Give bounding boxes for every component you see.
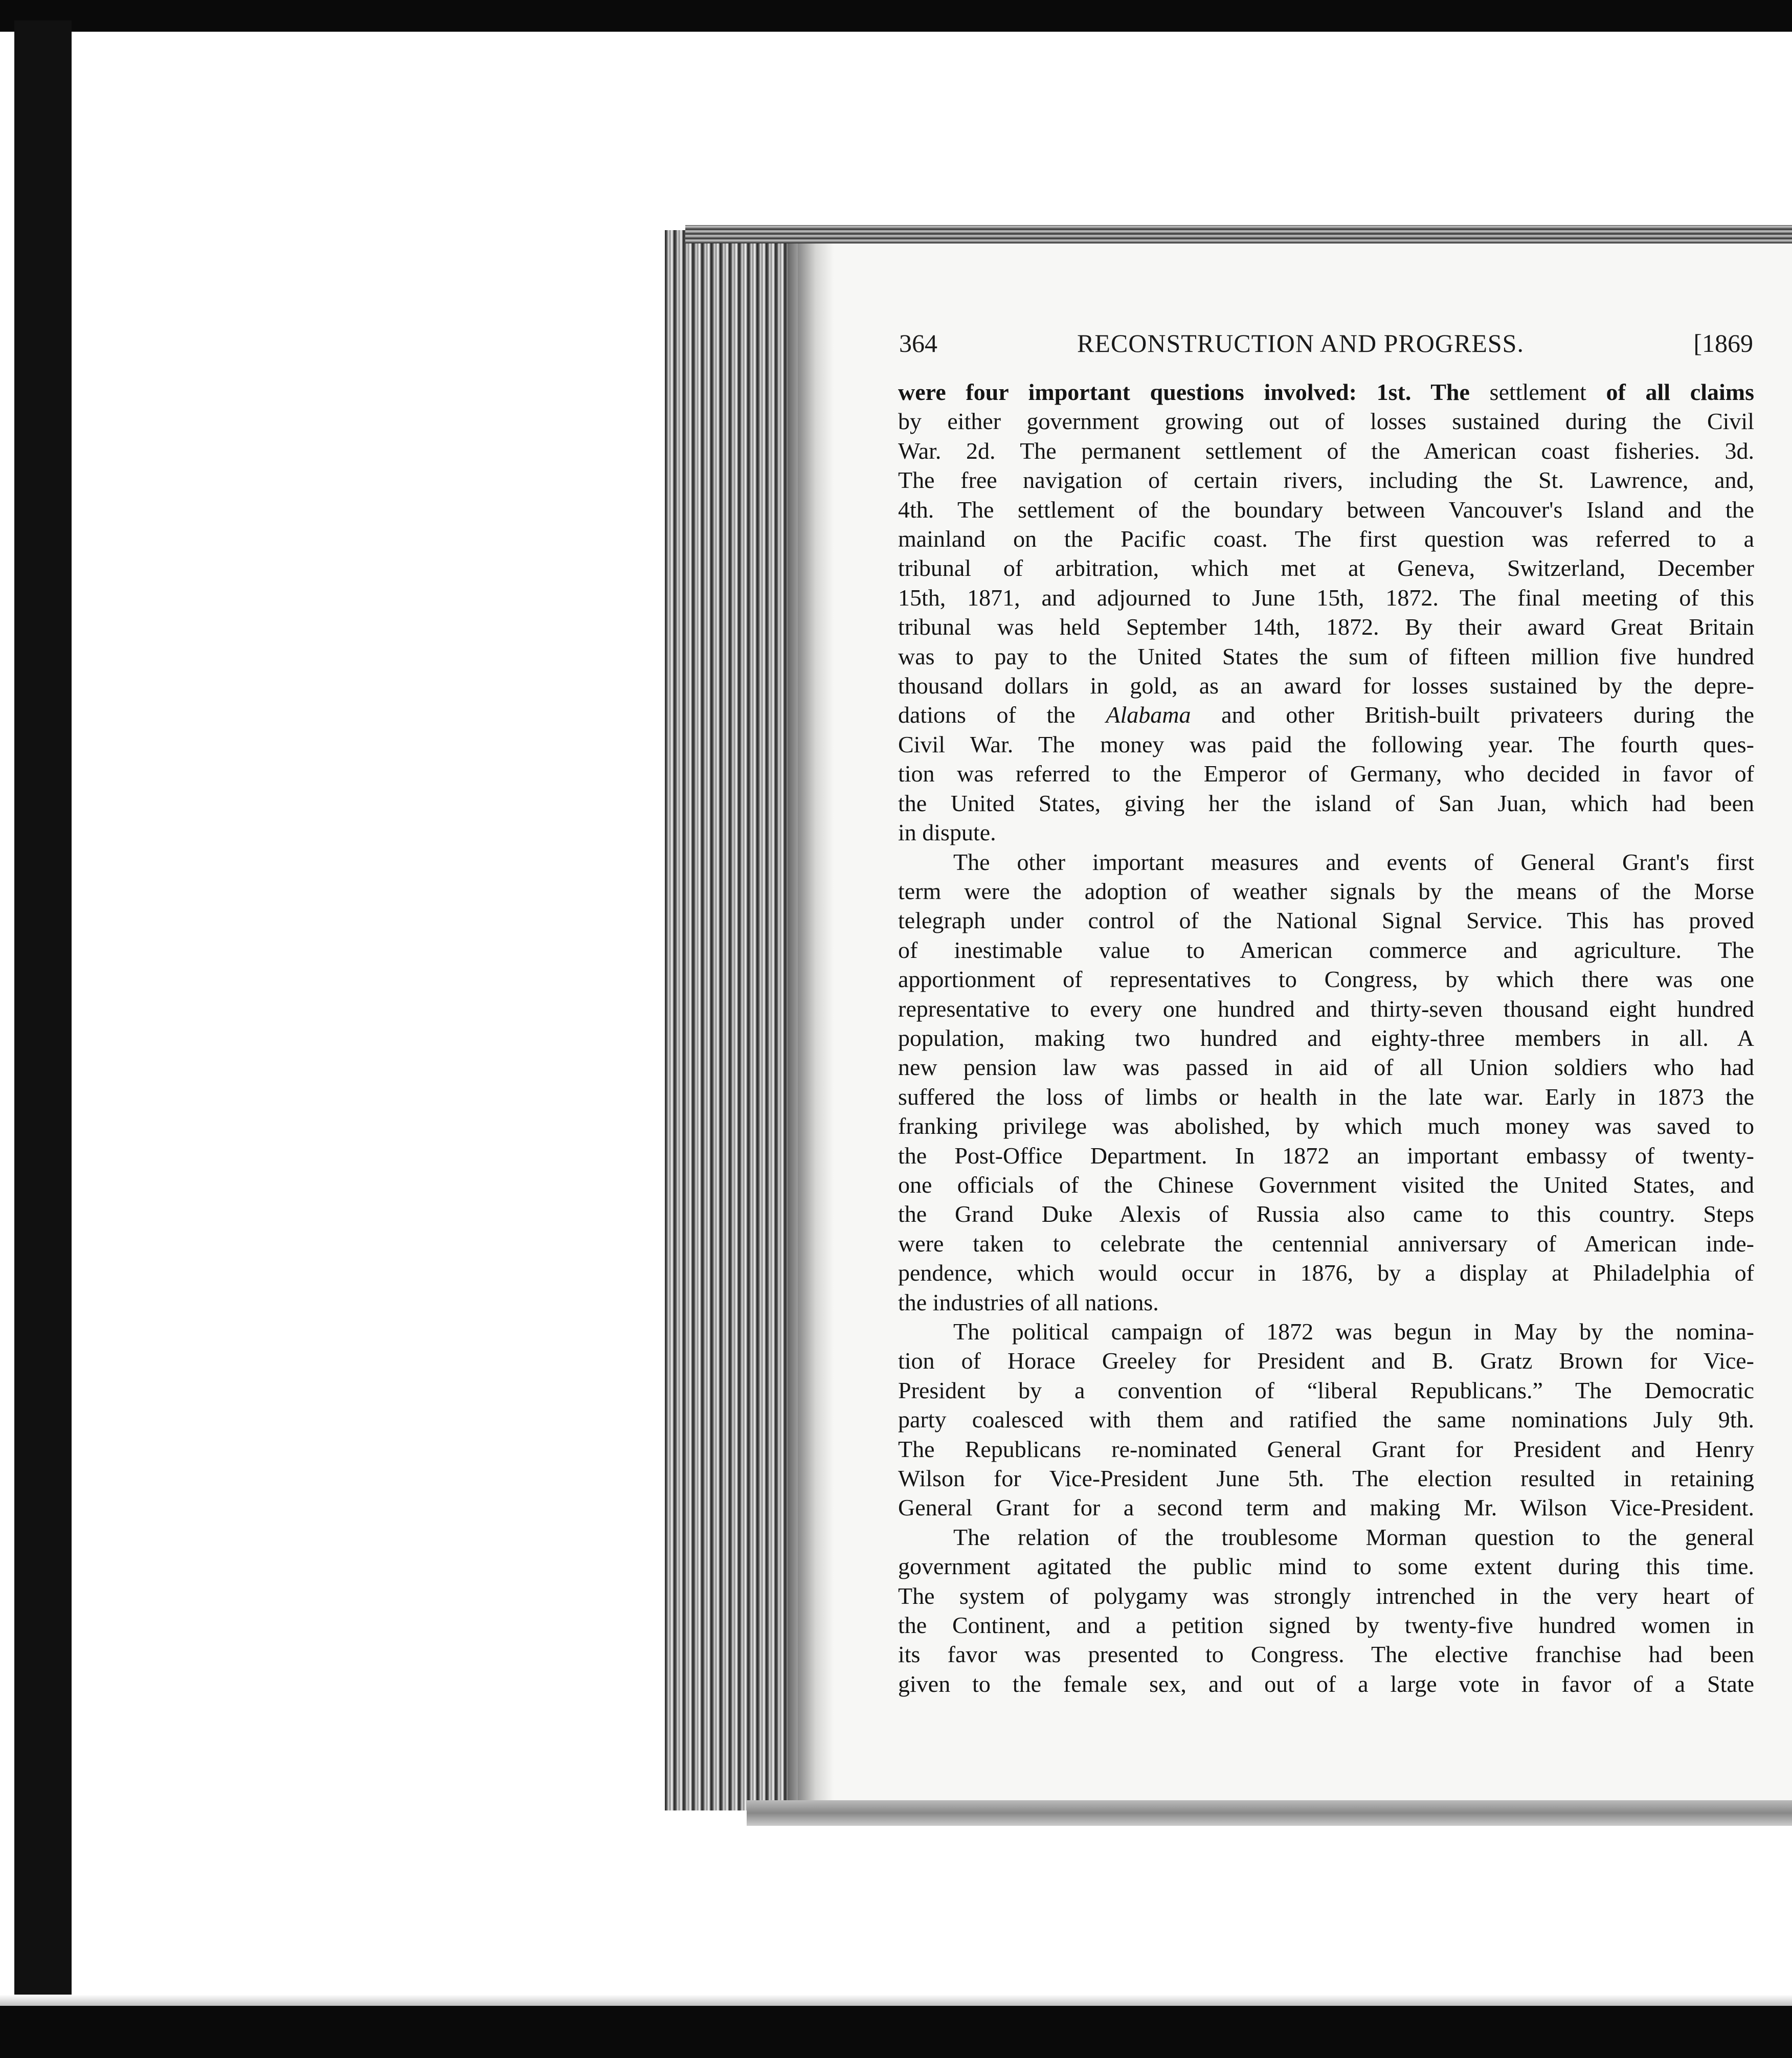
text-line: 15th, 1871, and adjourned to June 15th, 1872. The final meeting of this (898, 584, 1754, 611)
text-line: tion was referred to the Emperor of Germany, who decided in favor of (898, 760, 1754, 787)
text-line: the industries of all nations. (898, 1289, 1159, 1315)
text-line: party coalesced with them and ratified the same nominations July 9th. (898, 1406, 1754, 1433)
text-line: were four important questions involved: 1st. The settlement of all claims (898, 379, 1755, 405)
text-line: The other important measures and events of General Grant's first (953, 848, 1754, 875)
book-bottom-edge (747, 1800, 1792, 1826)
text-line: The free navigation of certain rivers, including the St. Lawrence, and, (898, 467, 1754, 494)
text-line: War. 2d. The permanent settlement of the American coast fisheries. 3d. (898, 437, 1754, 464)
text-line: the Post-Office Department. In 1872 an important embassy of twenty- (898, 1142, 1754, 1169)
page-stack-edge (665, 230, 798, 1810)
text-line: pendence, which would occur in 1876, by a display at Philadelphia of (898, 1260, 1754, 1286)
text-line: tribunal was held September 14th, 1872. By their award Great Britain (898, 614, 1754, 640)
text-line: the United States, giving her the island of San Juan, which had been (898, 790, 1754, 816)
text-line: the Continent, and a petition signed by twenty-five hundred women in (898, 1612, 1754, 1639)
text-line: were taken to celebrate the centennial anniversary of American inde- (898, 1230, 1754, 1257)
text-line: telegraph under control of the National Signal Service. This has proved (898, 907, 1754, 934)
body-text (898, 377, 1754, 1707)
header-year: [1869 (1693, 329, 1753, 357)
text-line: the Grand Duke Alexis of Russia also came to this country. Steps (898, 1201, 1754, 1227)
text-line: by either government growing out of losses sustained during the Civil (898, 408, 1754, 435)
scan-bottom-edge (0, 1995, 1792, 2007)
paragraph (898, 377, 1754, 847)
text-line: one officials of the Chinese Government visited the United States, and (898, 1171, 1754, 1198)
text-line: government agitated the public mind to some extent during this time. (898, 1553, 1754, 1580)
text-line: Wilson for Vice-President June 5th. The election resulted in retaining (898, 1465, 1754, 1492)
text-line: population, making two hundred and eighty-three members in all. A (898, 1024, 1754, 1051)
text-line: its favor was presented to Congress. The elective franchise had been (898, 1641, 1754, 1668)
scan-left-border (14, 20, 72, 2025)
text-line: in dispute. (898, 819, 996, 846)
text-line: was to pay to the United States the sum of fifteen million five hundred (898, 643, 1754, 669)
text-line: 4th. The settlement of the boundary between Vancouver's Island and the (898, 496, 1754, 523)
page-number: 364 (899, 329, 937, 357)
text-line: The relation of the troublesome Morman question to the general (953, 1524, 1754, 1550)
text-line: The political campaign of 1872 was begun in May by the nomina- (953, 1318, 1754, 1345)
page-gutter-shadow (798, 243, 834, 1800)
text-line: mainland on the Pacific coast. The first question was referred to a (898, 526, 1754, 552)
text-line: franking privilege was abolished, by which much money was saved to (898, 1113, 1754, 1139)
text-line: dations of the Alabama and other British-built privateers during the (898, 702, 1754, 728)
text-line: General Grant for a second term and making Mr. Wilson Vice-President. (898, 1494, 1754, 1521)
paragraph (898, 847, 1754, 1317)
text-line: Civil War. The money was paid the following year. The fourth ques- (898, 731, 1754, 757)
text-line: tribunal of arbitration, which met at Geneva, Switzerland, December (898, 555, 1754, 581)
running-header (899, 328, 1753, 369)
text-line: new pension law was passed in aid of all Union soldiers who had (898, 1054, 1754, 1081)
text-line: term were the adoption of weather signals by the means of the Morse (898, 878, 1754, 904)
scan-top-border (0, 0, 1792, 32)
text-line: tion of Horace Greeley for President and B. Gratz Brown for Vice- (898, 1348, 1754, 1374)
paragraph (898, 1317, 1754, 1523)
scan-bottom-border (0, 2006, 1792, 2058)
text-line: representative to every one hundred and thirty-seven thousand eight hundred (898, 995, 1754, 1022)
paragraph (898, 1523, 1754, 1698)
text-line: apportionment of representatives to Congress, by which there was one (898, 966, 1754, 993)
text-line: The Republicans re-nominated General Grant for President and Henry (898, 1436, 1754, 1462)
text-line: President by a convention of “liberal Republicans.” The Democratic (898, 1377, 1754, 1403)
running-title: RECONSTRUCTION AND PROGRESS. (1077, 329, 1524, 357)
text-line: given to the female sex, and out of a large vote in favor of a State (898, 1670, 1754, 1697)
text-line: The system of polygamy was strongly intrenched in the very heart of (898, 1582, 1754, 1609)
book-top-edge (685, 225, 1792, 243)
text-line: suffered the loss of limbs or health in the late war. Early in 1873 the (898, 1083, 1754, 1110)
text-line: of inestimable value to American commerce and agriculture. The (898, 936, 1754, 963)
text-line: thousand dollars in gold, as an award for losses sustained by the depre- (898, 673, 1754, 699)
